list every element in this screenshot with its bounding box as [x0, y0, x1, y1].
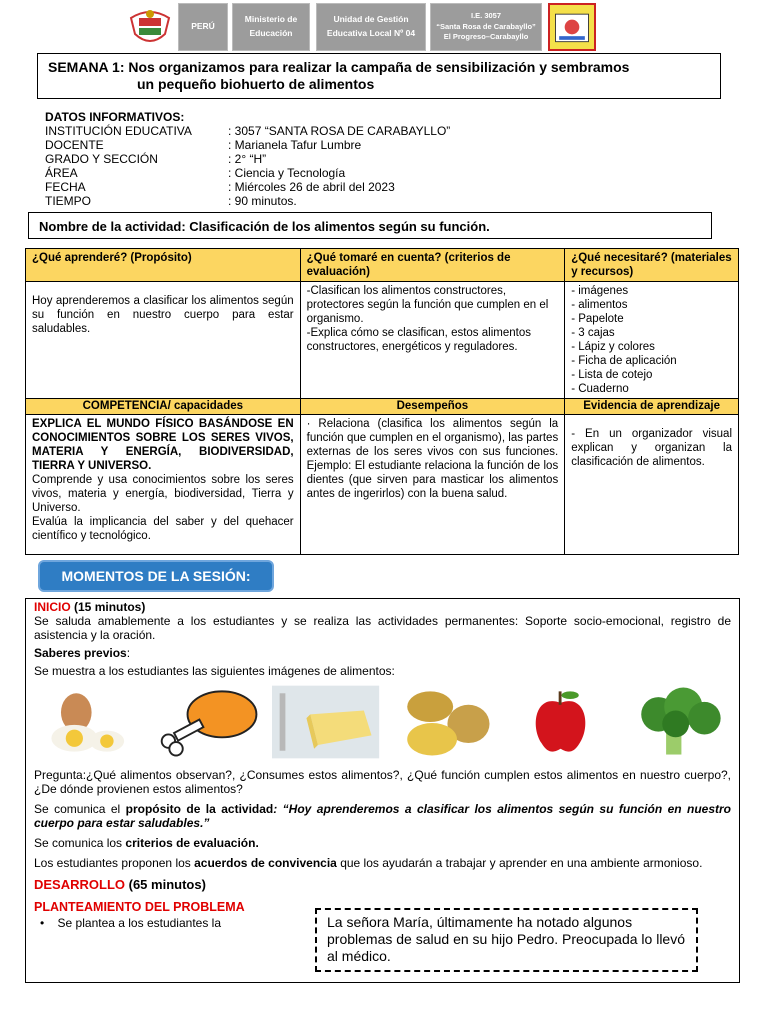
proposito-quote: : “Hoy aprenderemos a clasificar los alimentos según su función en nuestro cuerpo para estar saludables.” — [34, 802, 731, 830]
week-title — [37, 53, 721, 99]
info-key: DOCENTE — [45, 138, 104, 152]
week-title-line2: un pequeño biohuerto de alimentos — [137, 76, 375, 92]
proposito-intro: Se comunica el — [34, 802, 126, 816]
material-item: - Lista de cotejo — [571, 369, 653, 381]
ministerio-badge — [232, 3, 310, 51]
criteria-item: -Explica cómo se clasifican, estos alimentos constructores, energéticos y reguladores. — [306, 327, 531, 353]
bullet-text: Se plantea a los estudiantes la — [57, 916, 221, 930]
ie-line1: I.E. 3057 — [470, 11, 502, 21]
acuerdos-label: acuerdos de convivencia — [194, 856, 337, 870]
activity-name: Nombre de la actividad: Clasificación de los alimentos según su función. — [28, 212, 712, 239]
saberes-colon: : — [126, 646, 131, 660]
ministerio-label: Ministerio de Educación — [244, 14, 298, 38]
info-value: : 90 minutos. — [228, 194, 297, 208]
capacidad-item: Comprende y usa conocimientos sobre los seres vivos, materia y energía, biodiversidad, Tierra y Universo. — [32, 474, 294, 514]
problem-case-box: La señora María, últimamente ha notado algunos problemas de salud en su hijo Pedro. Preocupada lo llevó al médico. — [315, 908, 698, 972]
inicio-label: INICIO — [34, 600, 71, 614]
desarrollo-time: (65 minutos) — [128, 877, 206, 892]
info-value: : 2° “H” — [228, 152, 267, 166]
info-key: ÁREA — [45, 166, 78, 180]
images-intro: Se muestra a los estudiantes las siguientes imágenes de alimentos: — [34, 664, 395, 678]
criteria-item: -Clasifican los alimentos constructores, protectores según la función que cumplen en el organismo. — [306, 285, 549, 325]
acuerdos-intro: Los estudiantes proponen los — [34, 856, 195, 870]
butter-image — [272, 684, 379, 760]
info-heading: DATOS INFORMATIVOS: — [45, 110, 185, 124]
ugel-label: Unidad de Gestión Educativa Local Nº 04 — [326, 14, 416, 38]
criteria-cell — [300, 282, 565, 399]
chicken-leg-image — [155, 684, 262, 760]
ie-line3: El Progreso–Carabayllo — [443, 32, 529, 42]
ie-badge — [430, 3, 542, 51]
food-images — [38, 684, 731, 762]
capacidad-item: Evalúa la implicancia del saber y del quehacer científico y tecnológico. — [32, 516, 294, 542]
materials-cell — [565, 282, 739, 399]
material-item: - alimentos — [571, 299, 628, 311]
info-key: INSTITUCIÓN EDUCATIVA — [45, 124, 192, 138]
peru-badge — [178, 3, 228, 51]
momentos-banner: MOMENTOS DE LA SESIÓN: — [38, 560, 274, 592]
header-criterios: ¿Qué tomaré en cuenta? (criterios de evaluación) — [300, 249, 565, 282]
info-row — [45, 194, 450, 208]
inicio-paragraph: Se saluda amablemente a los estudiantes y se realiza las actividades permanentes: Soporte socio-emocional, registro de asistencia y la oración. — [34, 614, 731, 642]
info-value: : Miércoles 26 de abril del 2023 — [228, 180, 395, 194]
competencia-cell — [26, 415, 301, 555]
bullet-icon: • — [40, 916, 45, 930]
school-logo-icon — [548, 3, 596, 51]
header-competencia: COMPETENCIA/ capacidades — [26, 399, 301, 415]
week-title-line1: SEMANA 1: Nos organizamos para realizar la campaña de sensibilización y sembramos — [48, 59, 630, 75]
potatoes-image — [390, 684, 497, 760]
info-row — [45, 124, 450, 138]
material-item: - Cuaderno — [571, 383, 629, 395]
eggs-image — [38, 684, 145, 760]
saberes-label: Saberes previos — [34, 646, 127, 660]
ie-line2: “Santa Rosa de Carabayllo” — [436, 21, 536, 31]
material-item: - imágenes — [571, 285, 629, 297]
header-materiales: ¿Qué necesitaré? (materiales y recursos) — [565, 249, 739, 282]
info-value: : Ciencia y Tecnología — [228, 166, 346, 180]
info-key: TIEMPO — [45, 194, 92, 208]
criterios-intro: Se comunica los — [34, 836, 126, 850]
material-item: - Papelote — [571, 313, 624, 325]
broccoli-image — [624, 684, 731, 760]
info-key: FECHA — [45, 180, 86, 194]
apple-image — [507, 684, 614, 760]
preguntas-paragraph: Pregunta:¿Qué alimentos observan?, ¿Consumes estos alimentos?, ¿Qué función cumplen estos alimentos en nuestro cuerpo?, ¿De dónde provienen estos alimentos? — [34, 768, 731, 796]
datos-informativos — [45, 110, 450, 208]
desarrollo-label: DESARROLLO — [34, 877, 125, 892]
material-item: - Ficha de aplicación — [571, 355, 677, 367]
info-row — [45, 152, 450, 166]
info-row — [45, 138, 450, 152]
planning-table — [25, 248, 739, 555]
purpose-cell: Hoy aprenderemos a clasificar los alimentos según su función en nuestro cuerpo para estar saludables. — [26, 282, 301, 399]
ugel-badge — [316, 3, 426, 51]
info-key: GRADO Y SECCIÓN — [45, 152, 158, 166]
inicio-time: (15 minutos) — [74, 600, 146, 614]
header-evidencia: Evidencia de aprendizaje — [565, 399, 739, 415]
criterios-label: criterios de evaluación. — [125, 836, 259, 850]
header-desempenos: Desempeños — [300, 399, 565, 415]
info-value: : Marianela Tafur Lumbre — [228, 138, 362, 152]
material-item: - 3 cajas — [571, 327, 615, 339]
info-value: : 3057 “SANTA ROSA DE CARABAYLLO” — [228, 124, 451, 138]
peru-label: PERÚ — [191, 21, 215, 32]
peru-coat-of-arms-icon — [127, 4, 173, 50]
planteamiento-label: PLANTEAMIENTO DEL PROBLEMA — [34, 900, 245, 914]
info-row — [45, 180, 450, 194]
evidencia-cell: - En un organizador visual explican y organizan la clasificación de alimentos. — [565, 415, 739, 555]
header-proposito: ¿Qué aprenderé? (Propósito) — [26, 249, 301, 282]
info-row — [45, 166, 450, 180]
desempeno-cell: · Relaciona (clasifica los alimentos según la función que cumplen en el organismo), las partes externas de los seres vivos con sus funciones. Ejemplo: El estudiante relaciona la función de los dientes (que sirven para masticar los alimentos antes de ingerirlos) con la buena salud. — [300, 415, 565, 555]
material-item: - Lápiz y colores — [571, 341, 655, 353]
acuerdos-rest: que los ayudarán a trabajar y aprender en una ambiente armonioso. — [336, 856, 703, 870]
proposito-label: propósito de la actividad — [125, 802, 274, 816]
competencia-text: EXPLICA EL MUNDO FÍSICO BASÁNDOSE EN CONOCIMIENTOS SOBRE LOS SERES VIVOS, MATERIA Y ENERGÍA, BIODIVERSIDAD, TIERRA Y UNIVERSO. — [32, 418, 294, 472]
